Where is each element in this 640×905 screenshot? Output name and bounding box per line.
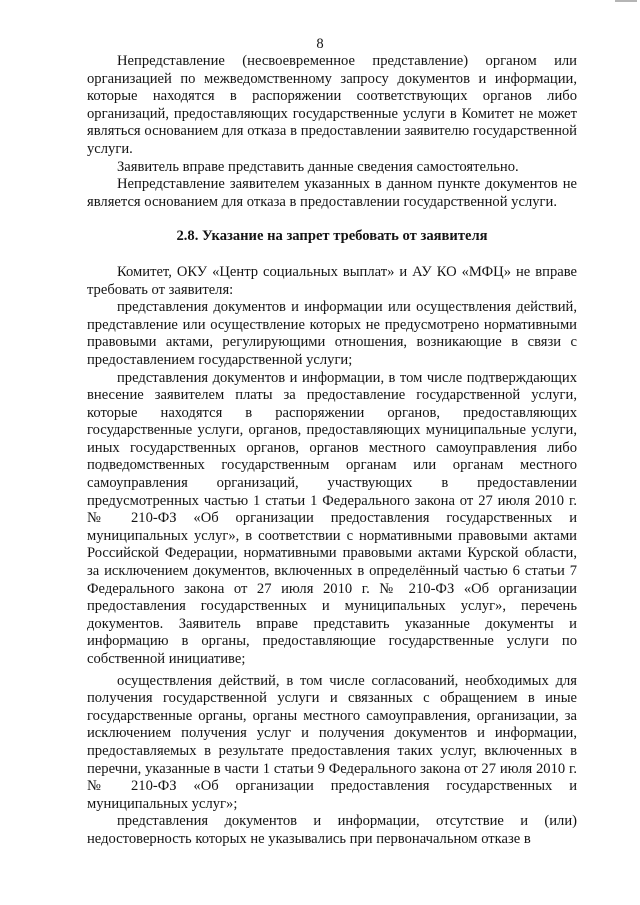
paragraph-prohibition-item-4: представления документов и информации, отсутствие и (или) недостоверность которых не указывались при первоначальном отказе в — [87, 813, 577, 847]
paragraph-nonsubmission-by-agency: Непредставление (несвоевременное представление) органом или организацией по межведомственному запросу документов и информации, которые находятся в распоряжении соответствующих органов либо организаций, предоставляющих государственные услуги в Комитет не может являться основанием для отказа в предоставлении заявителю государственной услуги. — [87, 53, 577, 157]
paragraph-prohibition-intro: Комитет, ОКУ «Центр социальных выплат» и АУ КО «МФЦ» не вправе требовать от заявителя: — [87, 263, 577, 298]
paragraph-prohibition-item-1: представления документов и информации или осуществления действий, представление или осуществление которых не предусмотрено нормативными правовыми актами, регулирующими отношения, возникающие в связи с предоставлением государственной услуги; — [87, 299, 577, 368]
paragraph-prohibition-item-2: представления документов и информации, в том числе подтверждающих внесение заявителем платы за предоставление государственной услуги, которые находятся в распоряжении органов, предоставляющих государственные услуги, органов, предоставляющих муниципальные услуги, иных государственных органов, органов местного самоуправления либо подведомственных государственным органам или органам местного самоуправления организаций, участвующих в предоставлении предусмотренных частью 1 статьи 1 Федерального закона от 27 июля 2010 г. № 210-ФЗ «Об организации предоставления государственных и муниципальных услуг», в соответствии с нормативными правовыми актами Российской Федерации, нормативными правовыми актами Курской области, за исключением документов, включенных в определённый частью 6 статьи 7 Федерального закона от 27 июля 2010 г. № 210-ФЗ «Об организации предоставления государственных и муниципальных услуг», перечень документов. Заявитель вправе представить указанные документы и информацию в органы, предоставляющие государственные услуги по собственной инициативе; — [87, 369, 577, 667]
section-heading: 2.8. Указание на запрет требовать от заявителя — [176, 228, 488, 245]
scan-edge-mark — [615, 0, 637, 2]
body-text — [87, 53, 577, 849]
page-number: 8 — [316, 36, 324, 52]
paragraph-nonsubmission-by-applicant: Непредставление заявителем указанных в данном пункте документов не является основанием для отказа в предоставлении государственной услуги. — [87, 176, 577, 210]
paragraph-prohibition-item-3: осуществления действий, в том числе согласований, необходимых для получения государственной услуги и связанных с обращением в иные государственные органы, органы местного самоуправления, организации, за исключением получения услуг и получения документов и информации, предоставляемых в результате предоставления таких услуг, включенных в перечни, указанные в части 1 статьи 9 Федерального закона от 27 июля 2010 г. № 210-ФЗ «Об организации предоставления государственных и муниципальных услуг»; — [87, 672, 577, 812]
paragraph-applicant-right: Заявитель вправе представить данные сведения самостоятельно. — [117, 158, 519, 175]
